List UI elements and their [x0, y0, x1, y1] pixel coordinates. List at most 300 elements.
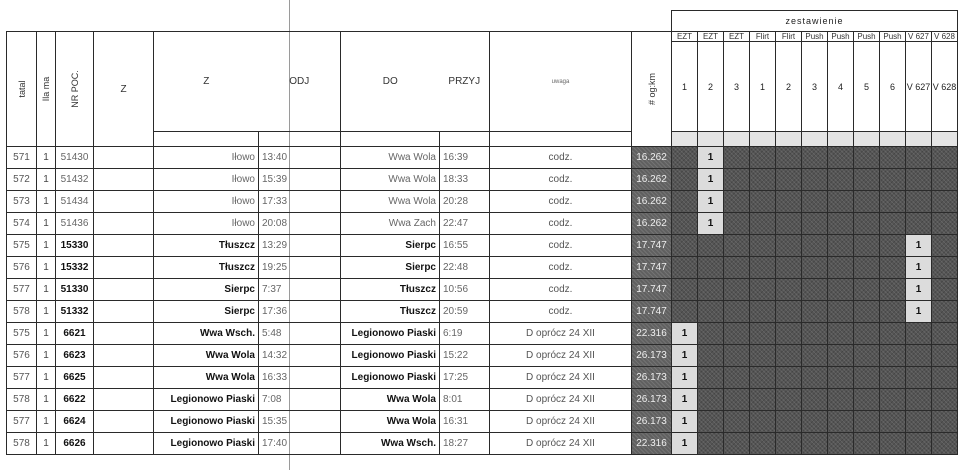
row-departure: 15:35 — [259, 411, 341, 433]
unit-number-header: 1 — [672, 42, 698, 132]
row-from-station: Sierpc — [154, 279, 259, 301]
unit-number-header: 2 — [698, 42, 724, 132]
unit-empty-cell — [932, 389, 958, 411]
row-z1 — [94, 257, 154, 279]
unit-empty-cell — [854, 257, 880, 279]
row-from-station: Wwa Wola — [154, 367, 259, 389]
row-il: 1 — [37, 235, 56, 257]
row-nr-poc: 6626 — [56, 433, 94, 455]
unit-empty-cell — [776, 257, 802, 279]
unit-empty-cell — [698, 235, 724, 257]
type-header: EZT — [672, 32, 698, 42]
unit-assigned-cell: 1 — [906, 279, 932, 301]
unit-empty-cell — [880, 433, 906, 455]
row-nr-poc: 6625 — [56, 367, 94, 389]
row-km: 22.316 — [632, 323, 672, 345]
row-km: 17.747 — [632, 235, 672, 257]
unit-empty-cell — [724, 147, 750, 169]
subheader-cell — [906, 132, 932, 147]
table-row — [7, 411, 958, 433]
unit-empty-cell — [854, 389, 880, 411]
unit-empty-cell — [776, 345, 802, 367]
row-z1 — [94, 213, 154, 235]
unit-empty-cell — [672, 279, 698, 301]
unit-empty-cell — [802, 213, 828, 235]
row-arrival: 16:31 — [440, 411, 490, 433]
unit-empty-cell — [776, 433, 802, 455]
row-lp: 571 — [7, 147, 37, 169]
unit-number-header: 3 — [724, 42, 750, 132]
unit-empty-cell — [750, 301, 776, 323]
row-lp: 576 — [7, 345, 37, 367]
row-remarks: codz. — [490, 235, 632, 257]
unit-empty-cell — [854, 367, 880, 389]
row-to-station: Legionowo Piaski — [341, 367, 440, 389]
table-row — [7, 213, 958, 235]
unit-empty-cell — [828, 279, 854, 301]
row-z1 — [94, 191, 154, 213]
row-from-station: Iłowo — [154, 213, 259, 235]
table-row — [7, 257, 958, 279]
subheader-cell — [776, 132, 802, 147]
row-departure: 19:25 — [259, 257, 341, 279]
row-from-station: Sierpc — [154, 301, 259, 323]
table-row — [7, 169, 958, 191]
unit-empty-cell — [802, 389, 828, 411]
row-nr-poc: 6624 — [56, 411, 94, 433]
row-nr-poc: 6622 — [56, 389, 94, 411]
unit-empty-cell — [880, 367, 906, 389]
row-il: 1 — [37, 213, 56, 235]
unit-empty-cell — [854, 323, 880, 345]
row-to-station: Tłuszcz — [341, 279, 440, 301]
col-przyj-header: PRZYJ — [440, 32, 490, 132]
unit-empty-cell — [880, 257, 906, 279]
row-remarks: D oprócz 24 XII — [490, 323, 632, 345]
unit-empty-cell — [750, 411, 776, 433]
type-header: Push — [802, 32, 828, 42]
row-to-station: Wwa Zach — [341, 213, 440, 235]
row-departure: 17:40 — [259, 433, 341, 455]
unit-number-header: 4 — [828, 42, 854, 132]
unit-number-header: 6 — [880, 42, 906, 132]
row-nr-poc: 51436 — [56, 213, 94, 235]
row-from-station: Tłuszcz — [154, 257, 259, 279]
zestawienie-header: zestawienie — [672, 11, 958, 32]
unit-assigned-cell: 1 — [698, 213, 724, 235]
type-header: Push — [854, 32, 880, 42]
row-arrival: 18:33 — [440, 169, 490, 191]
unit-empty-cell — [776, 147, 802, 169]
unit-empty-cell — [854, 433, 880, 455]
unit-empty-cell — [854, 147, 880, 169]
unit-empty-cell — [698, 301, 724, 323]
row-z1 — [94, 279, 154, 301]
unit-assigned-cell: 1 — [698, 191, 724, 213]
row-to-station: Legionowo Piaski — [341, 345, 440, 367]
table-row — [7, 191, 958, 213]
row-lp: 577 — [7, 279, 37, 301]
unit-assigned-cell: 1 — [698, 147, 724, 169]
type-header: EZT — [724, 32, 750, 42]
type-header: Flirt — [750, 32, 776, 42]
unit-empty-cell — [724, 323, 750, 345]
row-to-station: Legionowo Piaski — [341, 323, 440, 345]
unit-empty-cell — [672, 257, 698, 279]
row-nr-poc: 51330 — [56, 279, 94, 301]
row-remarks: D oprócz 24 XII — [490, 411, 632, 433]
unit-empty-cell — [906, 213, 932, 235]
row-km: 26.173 — [632, 345, 672, 367]
unit-empty-cell — [724, 389, 750, 411]
row-km: 17.747 — [632, 279, 672, 301]
unit-empty-cell — [672, 147, 698, 169]
row-lp: 578 — [7, 389, 37, 411]
unit-empty-cell — [932, 367, 958, 389]
unit-empty-cell — [854, 279, 880, 301]
unit-empty-cell — [932, 279, 958, 301]
row-km: 16.262 — [632, 191, 672, 213]
row-il: 1 — [37, 191, 56, 213]
row-il: 1 — [37, 257, 56, 279]
row-km: 16.262 — [632, 213, 672, 235]
unit-empty-cell — [750, 257, 776, 279]
unit-empty-cell — [750, 345, 776, 367]
unit-empty-cell — [776, 323, 802, 345]
row-arrival: 16:39 — [440, 147, 490, 169]
row-departure: 17:33 — [259, 191, 341, 213]
row-z1 — [94, 411, 154, 433]
unit-empty-cell — [828, 323, 854, 345]
row-departure: 13:40 — [259, 147, 341, 169]
unit-empty-cell — [698, 433, 724, 455]
unit-empty-cell — [750, 235, 776, 257]
row-nr-poc: 15330 — [56, 235, 94, 257]
subheader-cell — [828, 132, 854, 147]
unit-empty-cell — [776, 191, 802, 213]
row-arrival: 10:56 — [440, 279, 490, 301]
row-km: 26.173 — [632, 389, 672, 411]
unit-empty-cell — [776, 301, 802, 323]
unit-number-header: 3 — [802, 42, 828, 132]
row-from-station: Iłowo — [154, 169, 259, 191]
row-il: 1 — [37, 367, 56, 389]
row-z1 — [94, 367, 154, 389]
unit-empty-cell — [724, 191, 750, 213]
unit-empty-cell — [854, 411, 880, 433]
table-row — [7, 389, 958, 411]
unit-empty-cell — [698, 411, 724, 433]
row-lp: 573 — [7, 191, 37, 213]
row-km: 16.262 — [632, 147, 672, 169]
unit-empty-cell — [932, 235, 958, 257]
unit-empty-cell — [828, 301, 854, 323]
unit-empty-cell — [828, 257, 854, 279]
unit-empty-cell — [880, 279, 906, 301]
type-header: Push — [828, 32, 854, 42]
unit-empty-cell — [854, 301, 880, 323]
row-lp: 578 — [7, 433, 37, 455]
unit-number-header: 5 — [854, 42, 880, 132]
unit-empty-cell — [750, 191, 776, 213]
unit-empty-cell — [724, 213, 750, 235]
schedule-rows — [7, 147, 958, 455]
row-z1 — [94, 323, 154, 345]
row-remarks: D oprócz 24 XII — [490, 433, 632, 455]
unit-empty-cell — [802, 257, 828, 279]
unit-empty-cell — [880, 235, 906, 257]
row-departure: 14:32 — [259, 345, 341, 367]
row-nr-poc: 51430 — [56, 147, 94, 169]
unit-empty-cell — [724, 301, 750, 323]
type-header: V 627 — [906, 32, 932, 42]
unit-empty-cell — [698, 345, 724, 367]
header-blank — [7, 11, 672, 32]
unit-empty-cell — [776, 367, 802, 389]
unit-empty-cell — [880, 301, 906, 323]
unit-empty-cell — [932, 257, 958, 279]
row-remarks: D oprócz 24 XII — [490, 345, 632, 367]
row-arrival: 22:47 — [440, 213, 490, 235]
unit-number-header: 2 — [776, 42, 802, 132]
unit-empty-cell — [906, 323, 932, 345]
row-remarks: codz. — [490, 279, 632, 301]
row-from-station: Legionowo Piaski — [154, 389, 259, 411]
unit-empty-cell — [906, 389, 932, 411]
col-km-header: # og:km — [632, 32, 672, 147]
unit-empty-cell — [906, 147, 932, 169]
unit-assigned-cell: 1 — [672, 433, 698, 455]
unit-empty-cell — [854, 213, 880, 235]
row-lp: 576 — [7, 257, 37, 279]
unit-empty-cell — [828, 191, 854, 213]
unit-empty-cell — [724, 279, 750, 301]
table-row — [7, 235, 958, 257]
row-departure: 7:37 — [259, 279, 341, 301]
row-lp: 572 — [7, 169, 37, 191]
unit-empty-cell — [880, 191, 906, 213]
unit-empty-cell — [880, 411, 906, 433]
unit-empty-cell — [802, 345, 828, 367]
unit-empty-cell — [880, 169, 906, 191]
row-to-station: Sierpc — [341, 257, 440, 279]
row-il: 1 — [37, 301, 56, 323]
row-departure: 15:39 — [259, 169, 341, 191]
row-to-station: Wwa Wola — [341, 191, 440, 213]
unit-empty-cell — [698, 367, 724, 389]
subheader-cell — [854, 132, 880, 147]
subheader-cell — [750, 132, 776, 147]
table-row — [7, 279, 958, 301]
subheader-cell — [932, 132, 958, 147]
unit-assigned-cell: 1 — [698, 169, 724, 191]
row-il: 1 — [37, 345, 56, 367]
unit-assigned-cell: 1 — [672, 389, 698, 411]
unit-assigned-cell: 1 — [672, 345, 698, 367]
unit-empty-cell — [932, 433, 958, 455]
row-arrival: 18:27 — [440, 433, 490, 455]
unit-empty-cell — [776, 235, 802, 257]
col-nr-header: NR POC. — [56, 32, 94, 147]
unit-empty-cell — [724, 345, 750, 367]
row-from-station: Iłowo — [154, 147, 259, 169]
subheader-cell — [440, 132, 490, 147]
col-do-header: DO — [341, 32, 440, 132]
unit-empty-cell — [698, 323, 724, 345]
row-km: 17.747 — [632, 301, 672, 323]
row-il: 1 — [37, 433, 56, 455]
row-km: 22.316 — [632, 433, 672, 455]
row-nr-poc: 6623 — [56, 345, 94, 367]
unit-empty-cell — [750, 169, 776, 191]
row-to-station: Wwa Wola — [341, 389, 440, 411]
unit-assigned-cell: 1 — [672, 367, 698, 389]
row-z1 — [94, 345, 154, 367]
row-departure: 16:33 — [259, 367, 341, 389]
unit-empty-cell — [750, 279, 776, 301]
row-lp: 578 — [7, 301, 37, 323]
unit-empty-cell — [828, 367, 854, 389]
col-z1-header: Z — [94, 32, 154, 147]
unit-number-header: 1 — [750, 42, 776, 132]
unit-assigned-cell: 1 — [672, 323, 698, 345]
row-from-station: Tłuszcz — [154, 235, 259, 257]
unit-empty-cell — [906, 345, 932, 367]
unit-empty-cell — [880, 323, 906, 345]
row-z1 — [94, 169, 154, 191]
unit-empty-cell — [698, 389, 724, 411]
train-schedule-table — [6, 10, 958, 455]
unit-empty-cell — [672, 213, 698, 235]
row-z1 — [94, 235, 154, 257]
unit-number-header: V 628 — [932, 42, 958, 132]
unit-empty-cell — [880, 345, 906, 367]
unit-empty-cell — [932, 411, 958, 433]
row-km: 17.747 — [632, 257, 672, 279]
row-arrival: 17:25 — [440, 367, 490, 389]
unit-empty-cell — [932, 345, 958, 367]
unit-empty-cell — [750, 213, 776, 235]
subheader-cell — [698, 132, 724, 147]
unit-empty-cell — [802, 235, 828, 257]
subheader-cell — [490, 132, 632, 147]
row-arrival: 15:22 — [440, 345, 490, 367]
row-lp: 575 — [7, 323, 37, 345]
unit-empty-cell — [776, 389, 802, 411]
subheader-cell — [802, 132, 828, 147]
row-nr-poc: 6621 — [56, 323, 94, 345]
subheader-cell — [341, 132, 440, 147]
unit-empty-cell — [672, 301, 698, 323]
unit-empty-cell — [802, 323, 828, 345]
unit-empty-cell — [880, 213, 906, 235]
unit-empty-cell — [802, 279, 828, 301]
unit-empty-cell — [802, 411, 828, 433]
row-arrival: 16:55 — [440, 235, 490, 257]
col-lp-header: tatal — [7, 32, 37, 147]
row-remarks: codz. — [490, 301, 632, 323]
row-arrival: 20:59 — [440, 301, 490, 323]
type-header: EZT — [698, 32, 724, 42]
unit-empty-cell — [828, 169, 854, 191]
row-z1 — [94, 389, 154, 411]
table-row — [7, 367, 958, 389]
unit-empty-cell — [932, 169, 958, 191]
col-uwagi-header: uwaga — [490, 32, 632, 132]
unit-empty-cell — [750, 389, 776, 411]
row-from-station: Wwa Wola — [154, 345, 259, 367]
unit-empty-cell — [854, 169, 880, 191]
unit-empty-cell — [906, 433, 932, 455]
unit-empty-cell — [724, 169, 750, 191]
subheader-cell — [672, 132, 698, 147]
row-remarks: D oprócz 24 XII — [490, 389, 632, 411]
row-departure: 5:48 — [259, 323, 341, 345]
unit-empty-cell — [906, 191, 932, 213]
unit-empty-cell — [906, 367, 932, 389]
subheader-cell — [154, 132, 259, 147]
row-departure: 13:29 — [259, 235, 341, 257]
unit-number-header: V 627 — [906, 42, 932, 132]
type-header: V 628 — [932, 32, 958, 42]
row-remarks: codz. — [490, 257, 632, 279]
unit-empty-cell — [724, 235, 750, 257]
row-departure: 20:08 — [259, 213, 341, 235]
row-il: 1 — [37, 323, 56, 345]
row-remarks: codz. — [490, 169, 632, 191]
row-to-station: Sierpc — [341, 235, 440, 257]
row-arrival: 20:28 — [440, 191, 490, 213]
type-header: Flirt — [776, 32, 802, 42]
col-il-header: Ila ma — [37, 32, 56, 147]
unit-empty-cell — [802, 367, 828, 389]
row-to-station: Tłuszcz — [341, 301, 440, 323]
row-to-station: Wwa Wola — [341, 169, 440, 191]
row-departure: 7:08 — [259, 389, 341, 411]
unit-empty-cell — [932, 147, 958, 169]
row-lp: 577 — [7, 367, 37, 389]
unit-empty-cell — [802, 191, 828, 213]
unit-empty-cell — [854, 235, 880, 257]
row-il: 1 — [37, 169, 56, 191]
unit-empty-cell — [828, 147, 854, 169]
unit-empty-cell — [828, 389, 854, 411]
table-row — [7, 323, 958, 345]
unit-empty-cell — [828, 411, 854, 433]
row-from-station: Wwa Wsch. — [154, 323, 259, 345]
row-nr-poc: 51332 — [56, 301, 94, 323]
unit-empty-cell — [750, 433, 776, 455]
unit-empty-cell — [932, 191, 958, 213]
unit-empty-cell — [698, 279, 724, 301]
unit-empty-cell — [906, 411, 932, 433]
unit-empty-cell — [776, 169, 802, 191]
unit-empty-cell — [750, 147, 776, 169]
table-row — [7, 433, 958, 455]
unit-assigned-cell: 1 — [906, 301, 932, 323]
row-z1 — [94, 147, 154, 169]
unit-empty-cell — [724, 411, 750, 433]
unit-empty-cell — [750, 367, 776, 389]
unit-assigned-cell: 1 — [906, 257, 932, 279]
unit-empty-cell — [932, 213, 958, 235]
row-to-station: Wwa Wola — [341, 411, 440, 433]
row-arrival: 22:48 — [440, 257, 490, 279]
row-z1 — [94, 433, 154, 455]
row-il: 1 — [37, 147, 56, 169]
row-km: 16.262 — [632, 169, 672, 191]
unit-assigned-cell: 1 — [906, 235, 932, 257]
